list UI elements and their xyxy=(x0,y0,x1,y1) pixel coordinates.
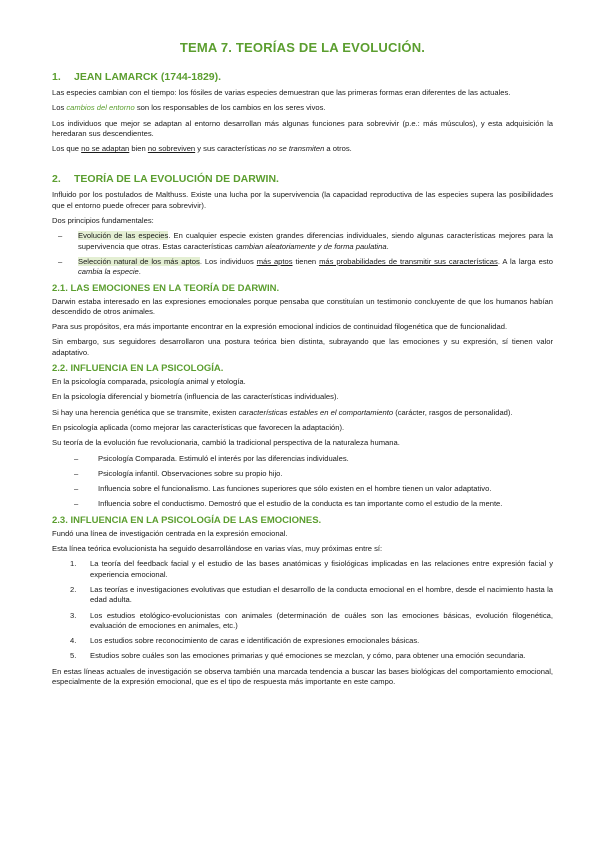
list-item: 2. Las teorías e investigaciones evolutivas que estudian el desarrollo de la conducta emocional en el hombre, desde el nacimiento hasta la edad adulta. xyxy=(70,584,553,605)
section-2-1-heading: 2.1. LAS EMOCIONES EN LA TEORÍA DE DARWIN. xyxy=(52,282,280,294)
list-item: – Influencia sobre el conductismo. Demostró que el estudio de la conducta es tan importante como el estudio de la mente. xyxy=(68,499,553,509)
s23-paragraph-2: Esta línea teórica evolucionista ha seguido desarrollándose en varias vías, muy próximas entre sí: xyxy=(52,544,383,554)
list-item: 4. Los estudios sobre reconocimiento de caras e identificación de expresiones emocionales básicas. xyxy=(70,636,420,646)
document-title: TEMA 7. TEORÍAS DE LA EVOLUCIÓN. xyxy=(179,40,426,55)
s22-paragraph-1: En la psicología comparada, psicología animal y etología. xyxy=(52,377,246,387)
s23-paragraph-1: Fundó una línea de investigación centrada en la expresión emocional. xyxy=(52,528,288,538)
s23-paragraph-3: En estas líneas actuales de investigación se observa también una marcada tendencia a buscar las bases biológicas del comportamiento emocional, especialmente de la expresión emocional, que es el tipo de respuesta más importante en este campo. xyxy=(52,666,553,686)
list-item: – Influencia sobre el funcionalismo. Las funciones superiores que sólo existen en el hombre tienen un valor adaptativo. xyxy=(68,484,553,494)
s22-paragraph-5: Su teoría de la evolución fue revolucionaria, cambió la tradicional perspectiva de la naturaleza humana. xyxy=(52,438,400,448)
research-lines-list xyxy=(52,559,553,661)
list-item: 3. Los estudios etológico-evolucionistas con animales (determinación de cuáles son las emociones básicas, evolución filogenética, evaluación de emociones en animales, etc.) xyxy=(70,610,553,630)
list-item: – Psicología infantil. Observaciones sobre su propio hijo. xyxy=(68,469,553,479)
s1-paragraph-2: Los cambios del entorno son los responsables de los cambios en los seres vivos. xyxy=(52,103,326,113)
section-2-2-heading: 2.2. INFLUENCIA EN LA PSICOLOGÍA. xyxy=(52,363,224,375)
s21-paragraph-3: Sin embargo, sus seguidores desarrollaron una postura teórica bien distinta, subrayando que las emociones y su expresión, sí tienen valor adaptativo. xyxy=(52,337,553,357)
s22-paragraph-2: En la psicología diferencial y biometría (influencia de las características individuales). xyxy=(52,392,339,402)
section-1-heading: 1. JEAN LAMARCK (1744-1829). xyxy=(52,71,222,83)
list-item: 1. La teoría del feedback facial y el estudio de las bases anatómicas y fisiológicas implicadas en las relaciones entre expresión facial y experiencia emocional. xyxy=(70,559,553,579)
s21-paragraph-1: Darwin estaba interesado en las expresiones emocionales porque pensaba que constituían un testimonio concluyente de que los humanos habían descendido de otros animales. xyxy=(52,296,553,316)
section-2-heading: 2. TEORÍA DE LA EVOLUCIÓN DE DARWIN. xyxy=(52,173,279,186)
influence-list xyxy=(52,454,553,510)
s1-paragraph-4: Los que no se adaptan bien no sobreviven y sus características no se transmiten a otros. xyxy=(52,144,352,154)
list-item: 5. Estudios sobre cuáles son las emociones primarias y qué emociones se mezclan, y cómo, para obtener una emoción secundaria. xyxy=(70,651,526,661)
section-2-3-heading: 2.3. INFLUENCIA EN LA PSICOLOGÍA DE LAS EMOCIONES. xyxy=(52,514,322,526)
s21-paragraph-2: Para sus propósitos, era más importante encontrar en la expresión emocional indicios de continuidad filogenética que de funcionalidad. xyxy=(52,322,508,332)
list-item: – Psicología Comparada. Estimuló el interés por las diferencias individuales. xyxy=(68,454,553,464)
s22-paragraph-4: En psicología aplicada (como mejorar las características que favorecen la adaptación). xyxy=(52,422,345,432)
list-item: – Evolución de las especies. En cualquier especie existen grandes diferencias individuales, siendo algunas características mejores para la supervivencia que otras. Estas características cambian aleatoriamente y de forma paulatina. xyxy=(52,231,553,252)
s2-paragraph-2: Dos principios fundamentales: xyxy=(52,216,154,226)
list-item: – Selección natural de los más aptos. Los individuos más aptos tienen más probabilidades de transmitir sus características. A la larga esto cambia la especie. xyxy=(52,257,553,278)
s2-paragraph-1: Influido por los postulados de Malthuss. Existe una lucha por la supervivencia (la capacidad reproductiva de las especies supera las posibilidades que el entorno puede ofrecer para sobrevivir). xyxy=(52,190,553,210)
s1-paragraph-3: Los individuos que mejor se adaptan al entorno desarrollan más algunas funciones para sobrevivir (p.e.: más músculos), y esta adquisición la heredaran sus descendientes. xyxy=(52,118,553,138)
s1-paragraph-1: Las especies cambian con el tiempo: los fósiles de varias especies demuestran que las primeras formas eran diferentes de las actuales. xyxy=(52,88,511,97)
principles-list xyxy=(52,231,553,277)
s22-paragraph-3: Si hay una herencia genética que se transmite, existen características estables en el comportamiento (carácter, rasgos de personalidad). xyxy=(52,407,513,417)
